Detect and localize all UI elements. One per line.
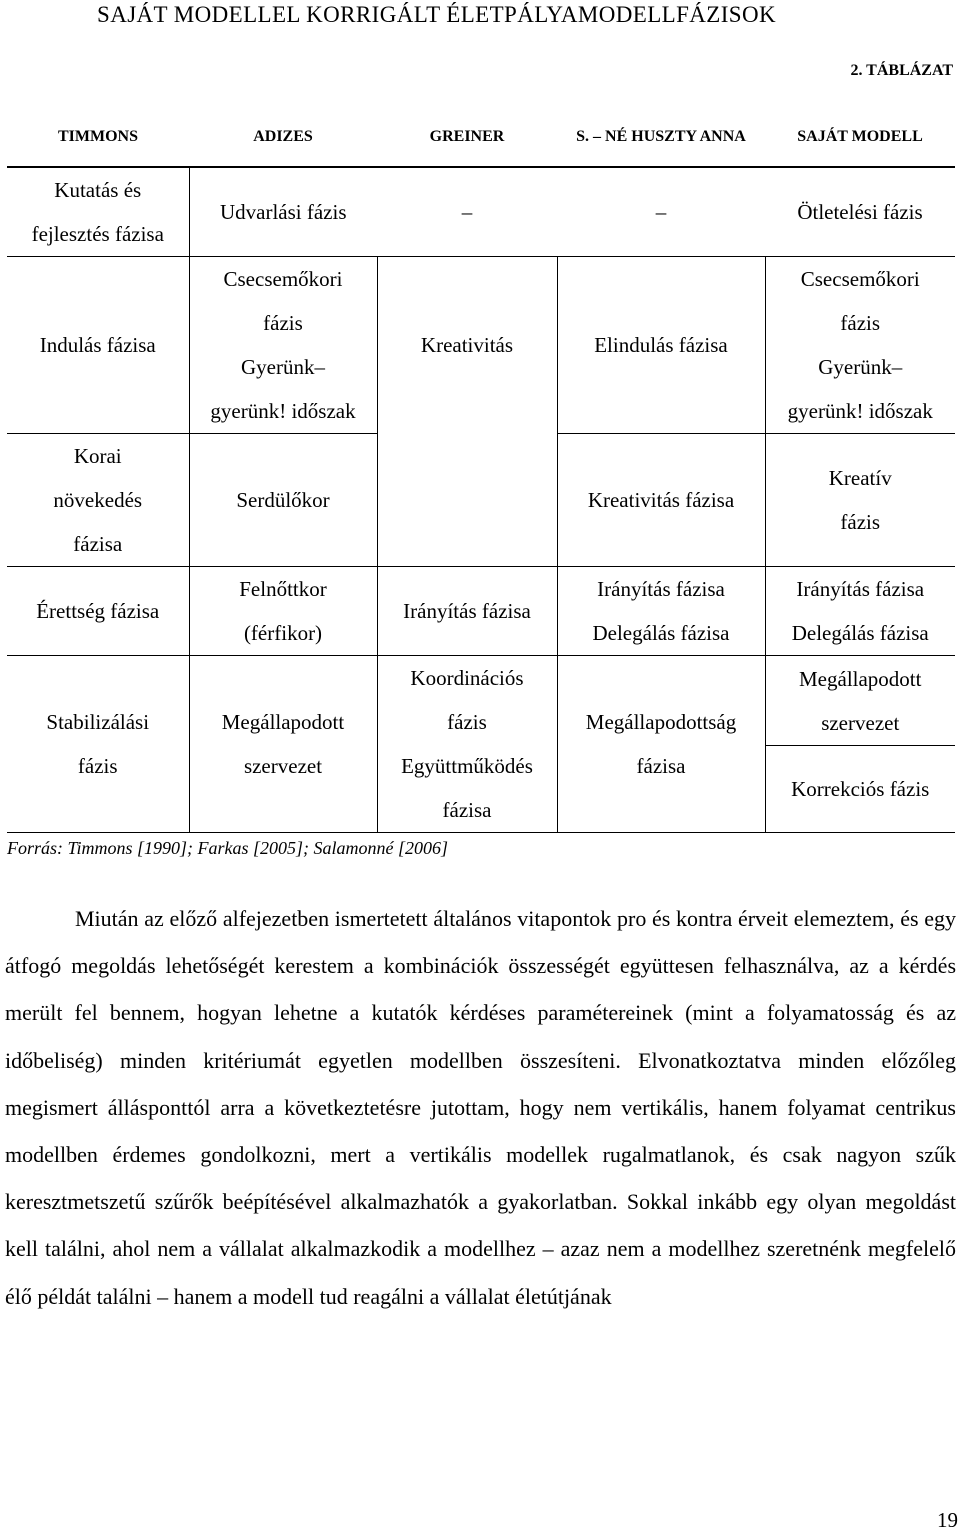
column-header-timmons: TIMMONS [7,108,189,167]
cell-line: Megállapodottság [585,710,737,734]
cell-sajat [765,257,955,434]
cell-line: Gyerünk– [241,355,325,379]
cell-greiner-empty [377,434,557,567]
cell-adizes [189,656,377,833]
table-row [7,656,955,833]
document-title: SAJÁT MODELLEL KORRIGÁLT ÉLETPÁLYAMODELLFÁZISOK [97,2,777,27]
cell-line: fázisa [73,532,123,556]
cell-line: Együttműködés [401,754,533,778]
cell-sajat [765,567,955,656]
cell-line: Delegálás fázisa [791,621,929,645]
body-paragraph [5,895,956,1320]
cell-line: Csecsemőkori [223,267,343,291]
cell-line: fázis [447,710,487,734]
table-row [7,434,955,567]
column-header-huszty: S. – NÉ HUSZTY ANNA [557,108,765,167]
cell-sajat: Ötletelési fázis [765,167,955,257]
cell-line: Gyerünk– [818,355,903,379]
table-row [7,167,955,257]
cell-line: szervezet [821,710,900,735]
cell-line: szervezet [243,754,323,778]
cell-line: Korrekciós fázis [791,776,930,801]
cell-line: Korai [73,444,122,468]
cell-line: növekedés [53,488,143,512]
cell-line: Stabilizálási [46,710,150,734]
cell-huszty: – [557,167,765,257]
cell-line: fázisa [636,754,686,778]
table-header-row [7,108,955,167]
cell-line: Koordinációs [410,666,524,690]
cell-timmons [7,167,189,257]
cell-greiner [377,656,557,833]
cell-line: Megállapodott [221,710,345,734]
table-row [7,567,955,656]
cell-greiner: Irányítás fázisa [377,567,557,656]
cell-line: (férfikor) [243,621,323,645]
cell-timmons: Érettség fázisa [7,567,189,656]
cell-line: Irányítás fázisa [796,577,925,601]
cell-line: Kreativitás [420,333,514,358]
column-header-adizes: ADIZES [189,108,377,167]
cell-adizes: Serdülőkor [189,434,377,567]
cell-line: fázis [840,311,881,335]
cell-line: Kreatív [828,466,892,490]
cell-line: Kutatás és [54,178,142,202]
cell-greiner: – [377,167,557,257]
column-header-greiner: GREINER [377,108,557,167]
cell-adizes: Udvarlási fázis [189,167,377,257]
cell-line: fejlesztés fázisa [31,222,164,246]
cell-line: Irányítás fázisa [597,577,725,601]
cell-line: Delegálás fázisa [592,621,730,645]
paragraph-text: Miután az előző alfejezetben ismertetett általános vitapontok pro és kontra érveit elemeztem, és egy átfogó megoldás lehetőségét kerestem a kombinációk összességét együttesen felhasználva, az a kérdés merült fel bennem, hogyan lehetne a kutatók kérdéses paramétereinek (mint a folyamatosság és az időbeliség) minden kritériumát egyetlen modellben összesíteni. Elvonatkoztatva minden előzőleg megismert állásponttól arra a következtetésre jutottam, hogy nem vertikális, hanem folyamat centrikus modellben érdemes gondolkozni, mert a vertikális modellek rugalmatlanok, és csak nagyon szűk keresztmetszetű szűrők beépítésével alkalmazhatók a gyakorlatban. Sokkal inkább egy olyan megoldást kell találni, ahol nem a vállalat alkalmazkodik a modellhez – azaz nem a modellhez szeretnénk megfelelő élő példát találni – hanem a modell tud reagálni a vállalat életútjának [5,906,956,1309]
page-number: 19 [937,1508,958,1532]
cell-line: gyerünk! időszak [787,399,933,423]
cell-line: fázis [840,510,881,534]
table-label: 2. TÁBLÁZAT [850,62,953,79]
phases-table [7,108,955,833]
cell-line: Megállapodott [799,666,922,691]
cell-huszty [557,656,765,833]
cell-sajat [765,656,955,833]
cell-greiner [377,257,557,434]
cell-adizes [189,567,377,656]
cell-sajat-upper [766,657,956,746]
cell-timmons [7,434,189,567]
table-source: Forrás: Timmons [1990]; Farkas [2005]; Salamonné [2006] [7,838,449,858]
cell-huszty: Elindulás fázisa [557,257,765,434]
column-header-sajat: SAJÁT MODELL [765,108,955,167]
cell-adizes [189,257,377,434]
cell-sajat-lower [766,746,956,832]
cell-timmons: Indulás fázisa [7,257,189,434]
cell-sajat [765,434,955,567]
table-row [7,257,955,434]
cell-line: Felnőttkor [239,577,327,601]
cell-huszty [557,567,765,656]
cell-timmons [7,656,189,833]
cell-line: fázisa [442,798,492,822]
cell-line: gyerünk! időszak [210,399,356,423]
cell-line: fázis [77,754,118,778]
cell-line: fázis [263,311,303,335]
cell-huszty: Kreativitás fázisa [557,434,765,567]
cell-line: Csecsemőkori [800,267,920,291]
